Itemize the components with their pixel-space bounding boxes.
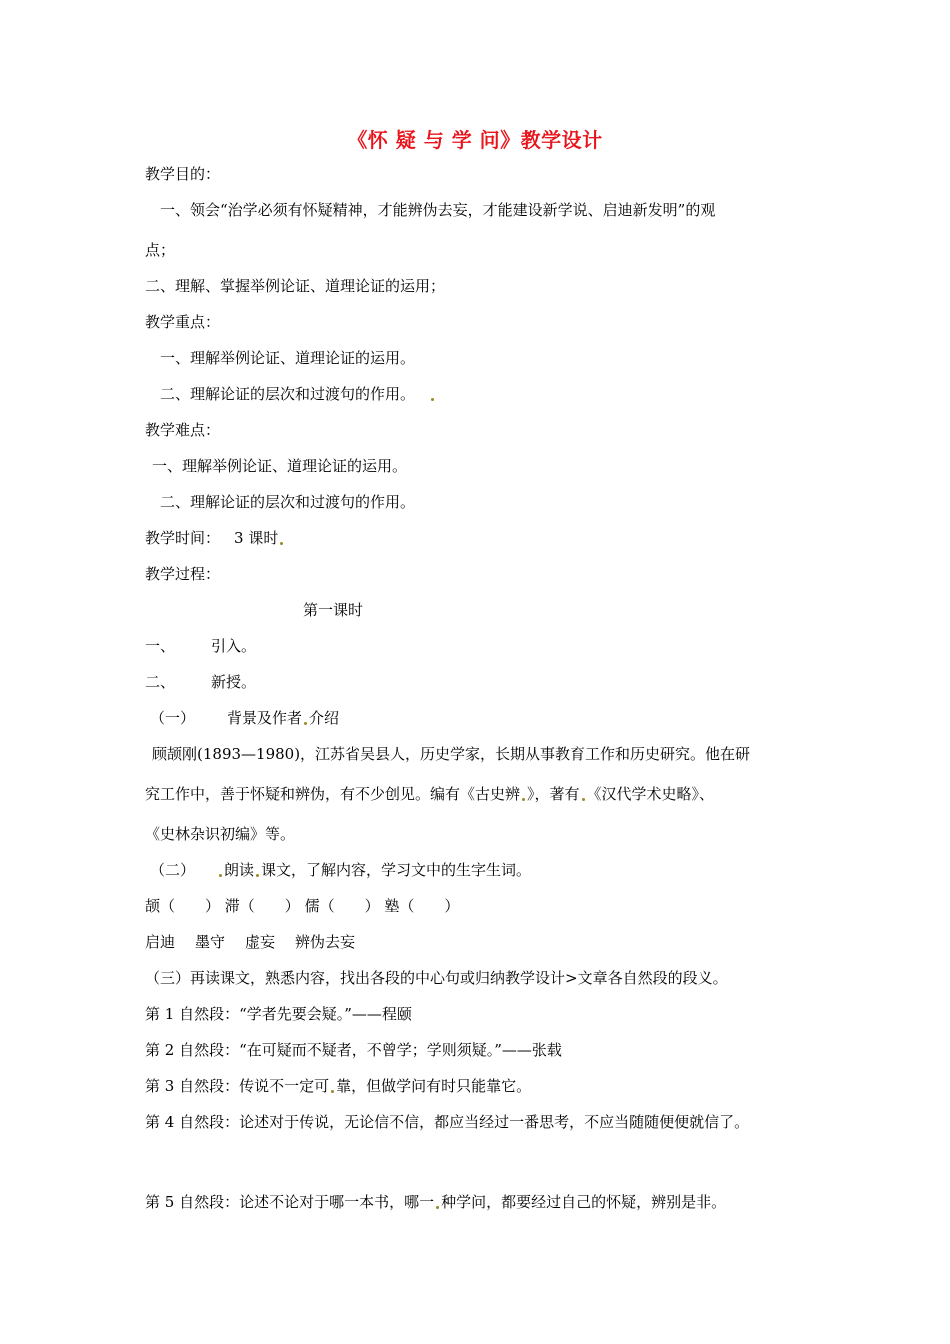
- step-2-text: 新授。: [211, 673, 257, 691]
- vocab-word: 虚妄: [245, 933, 276, 951]
- key-point-2-row: [160, 384, 436, 404]
- sub-1-text-b: 介绍: [309, 709, 340, 727]
- mark-dot: [431, 398, 434, 401]
- sub-1-number: （一）: [150, 709, 196, 727]
- difficulty-2: 二、理解论证的层次和过渡句的作用。: [160, 493, 416, 511]
- difficulties-heading: 教学难点：: [145, 421, 221, 439]
- mark-dot: [304, 722, 307, 725]
- time-row: [145, 528, 285, 548]
- pinyin-row: [145, 896, 459, 916]
- vocab-word: 启迪: [145, 933, 176, 951]
- sub-1-text-a: 背景及作者: [227, 709, 303, 727]
- vocab-word: 辨伪去妄: [295, 933, 356, 951]
- vocab-row: [145, 932, 355, 952]
- sub-2-text-a: 朗读: [224, 861, 255, 879]
- lesson-one-heading: 第一课时: [303, 601, 364, 619]
- para-5-text-b: 种学问，都要经过自己的怀疑，辨别是非。: [441, 1193, 727, 1211]
- bio-line-2c: 《汉代学术史略》、: [586, 785, 715, 803]
- bio-line-1: 顾颉刚(1893—1980)，江苏省吴县人，历史学家，长期从事教育工作和历史研究。他在研: [152, 745, 751, 763]
- sub-2: [150, 860, 531, 880]
- para-3-summary: [145, 1076, 531, 1096]
- vocab-word: 墨守: [195, 933, 226, 951]
- objective-2: 二、理解、掌握举例论证、道理论证的运用；: [145, 277, 446, 295]
- pinyin-blank: 塾（ ）: [384, 897, 460, 915]
- sub-2-text-b: 课文，了解内容，学习文中的生字生词。: [261, 861, 532, 879]
- sub-1: [150, 708, 339, 728]
- objectives-heading: 教学目的：: [145, 165, 221, 183]
- bio-line-2: [145, 784, 714, 804]
- step-2: [145, 672, 256, 692]
- para-1-summary: 第 1 自然段：“学者先要会疑。”——程颐: [145, 1005, 412, 1023]
- mark-dot: [280, 542, 283, 545]
- step-2-number: 二、: [145, 673, 176, 691]
- step-1: [145, 636, 256, 656]
- bio-line-2b: 》，著有: [527, 785, 580, 803]
- para-3-text-b: 靠，但做学问有时只能靠它。: [336, 1077, 532, 1095]
- sub-2-number: （二）: [150, 861, 196, 879]
- mark-dot: [331, 1090, 334, 1093]
- mark-dot: [436, 1206, 439, 1209]
- objective-1: 一、领会“治学必须有怀疑精神，才能辨伪去妄，才能建设新学说、启迪新发明”的观: [160, 201, 716, 219]
- pinyin-blank: 儒（ ）: [304, 897, 380, 915]
- key-point-1: 一、理解举例论证、道理论证的运用。: [160, 349, 416, 367]
- pinyin-blank: 滞（ ）: [224, 897, 300, 915]
- bio-line-2a: 究工作中，善于怀疑和辨伪，有不少创见。编有《古史辨: [145, 785, 521, 803]
- key-point-2: 二、理解论证的层次和过渡句的作用。: [160, 385, 416, 403]
- sub-3: （三）再读课文，熟悉内容，找出各段的中心句或归纳教学设计>文章各自然段的段义。: [145, 969, 728, 987]
- mark-dot: [256, 874, 259, 877]
- para-2-summary: 第 2 自然段：“在可疑而不疑者，不曾学；学则须疑。”——张载: [145, 1041, 562, 1059]
- time-label: 教学时间：: [145, 529, 221, 547]
- time-value: 3 课时: [234, 529, 279, 547]
- difficulty-1: 一、理解举例论证、道理论证的运用。: [152, 457, 408, 475]
- objective-1-cont: 点；: [145, 241, 176, 259]
- key-points-heading: 教学重点：: [145, 313, 221, 331]
- process-heading: 教学过程：: [145, 565, 221, 583]
- para-4-summary: 第 4 自然段：论述对于传说，无论信不信，都应当经过一番思考，不应当随随便便就信了。: [145, 1113, 750, 1131]
- step-1-number: 一、: [145, 637, 176, 655]
- mark-dot: [582, 798, 585, 801]
- pinyin-blank: 颉（ ）: [145, 897, 221, 915]
- mark-dot: [522, 798, 525, 801]
- step-1-text: 引入。: [211, 637, 257, 655]
- document-title: 《怀 疑 与 学 问》教学设计: [347, 128, 603, 152]
- para-5-text-a: 第 5 自然段：论述不论对于哪一本书，哪一: [145, 1193, 435, 1211]
- mark-dot: [219, 874, 222, 877]
- para-3-text-a: 第 3 自然段：传说不一定可: [145, 1077, 330, 1095]
- para-5-summary: [145, 1192, 726, 1212]
- bio-line-3: 《史林杂识初编》等。: [145, 825, 296, 843]
